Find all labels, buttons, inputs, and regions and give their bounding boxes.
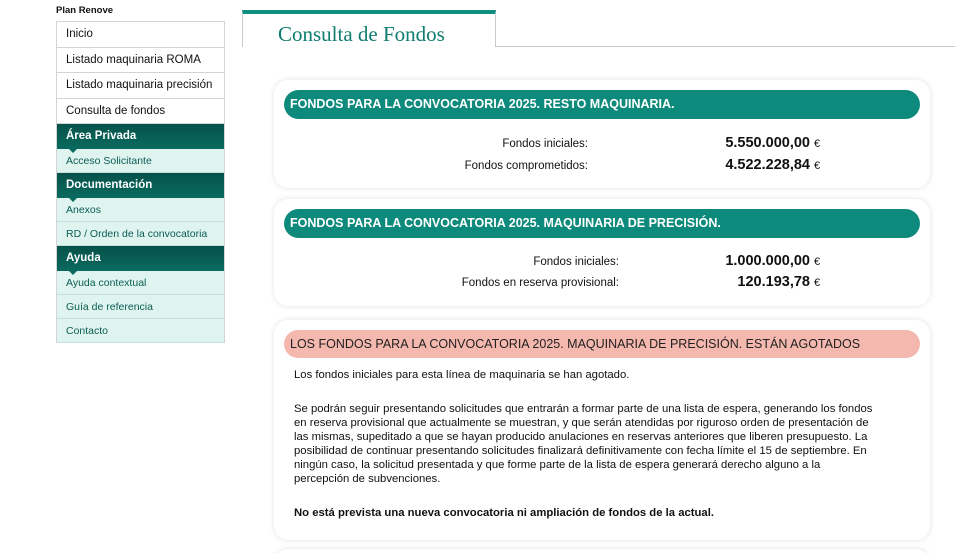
section-documentacion: Documentación — [57, 173, 224, 198]
fund-label: Fondos iniciales: — [502, 138, 588, 150]
fund-amount: 4.522.228,84 — [725, 157, 810, 173]
page-tab — [242, 10, 496, 47]
fund-card-title: FONDOS PARA LA CONVOCATORIA 2025. MAQUINARIA DE PRECISIÓN. — [284, 209, 920, 238]
fund-row-iniciales — [274, 253, 930, 273]
page-title: Consulta de Fondos — [278, 22, 445, 46]
section-ayuda: Ayuda — [57, 246, 224, 271]
sidebar-item-listado-roma[interactable]: Listado maquinaria ROMA — [57, 48, 224, 74]
sidebar-item-ayuda-contextual[interactable]: Ayuda contextual — [57, 271, 224, 295]
currency-symbol: € — [814, 138, 821, 150]
fund-card-precision — [274, 199, 930, 306]
fund-row-comprometidos — [274, 157, 930, 177]
fund-amount: 1.000.000,00 — [725, 253, 810, 269]
notice-title: LOS FONDOS PARA LA CONVOCATORIA 2025. MAQUINARIA DE PRECISIÓN. ESTÁN AGOTADOS — [284, 330, 920, 358]
sidebar-item-guia-referencia[interactable]: Guía de referencia — [57, 295, 224, 319]
notice-line: en reserva provisional que actualmente se muestran, y que serán atendidas por riguroso orden de presentación de — [294, 416, 869, 429]
notice-line: percepción de subvenciones. — [294, 472, 441, 485]
notice-line: ningún caso, la solicitud presentada y que forme parte de la lista de espera generará derecho alguno a la — [294, 458, 821, 471]
fund-label: Fondos en reserva provisional: — [461, 277, 619, 289]
sidebar-item-rd-orden[interactable]: RD / Orden de la convocatoria — [57, 222, 224, 246]
notice-line: las mismas, supeditado a que se hayan producido anulaciones en reservas anteriores que liberen presupuesto. La — [294, 430, 868, 443]
currency-symbol: € — [814, 256, 821, 268]
fund-label: Fondos comprometidos: — [464, 160, 588, 172]
fund-card-title: FONDOS PARA LA CONVOCATORIA 2025. RESTO MAQUINARIA. — [284, 90, 920, 119]
fund-card-resto — [274, 80, 930, 188]
sidebar-item-inicio[interactable]: Inicio — [57, 22, 224, 48]
notice-line: Se podrán seguir presentando solicitudes que entrarán a formar parte de una lista de espera, generando los fondos — [294, 403, 873, 415]
fund-label: Fondos iniciales: — [533, 256, 619, 268]
notice-line: posibilidad de continuar presentando solicitudes finalizará definitivamente con fecha límite el 15 de septiembre. En — [294, 444, 867, 457]
sidebar-nav — [56, 21, 225, 343]
fund-row-reserva — [274, 274, 930, 294]
fund-amount: 5.550.000,00 — [725, 135, 810, 151]
sidebar-item-acceso-solicitante[interactable]: Acceso Solicitante — [57, 149, 224, 173]
notice-paragraph-bold: No está prevista una nueva convocatoria ni ampliación de fondos de la actual. — [294, 507, 714, 519]
next-card — [274, 549, 930, 553]
fund-amount: 120.193,78 — [737, 274, 810, 290]
section-area-privada: Área Privada — [57, 124, 224, 149]
currency-symbol: € — [814, 160, 821, 172]
currency-symbol: € — [814, 277, 821, 289]
notice-card — [274, 320, 930, 540]
brand-title: Plan Renove — [56, 5, 114, 16]
fund-row-iniciales — [274, 135, 930, 155]
notice-paragraph: Los fondos iniciales para esta línea de maquinaria se han agotado. — [294, 369, 630, 381]
sidebar-item-consulta-fondos[interactable]: Consulta de fondos — [57, 99, 224, 125]
sidebar-item-listado-precision[interactable]: Listado maquinaria precisión — [57, 73, 224, 99]
sidebar-item-anexos[interactable]: Anexos — [57, 198, 224, 222]
sidebar-item-contacto[interactable]: Contacto — [57, 319, 224, 343]
notice-paragraph — [294, 403, 914, 486]
